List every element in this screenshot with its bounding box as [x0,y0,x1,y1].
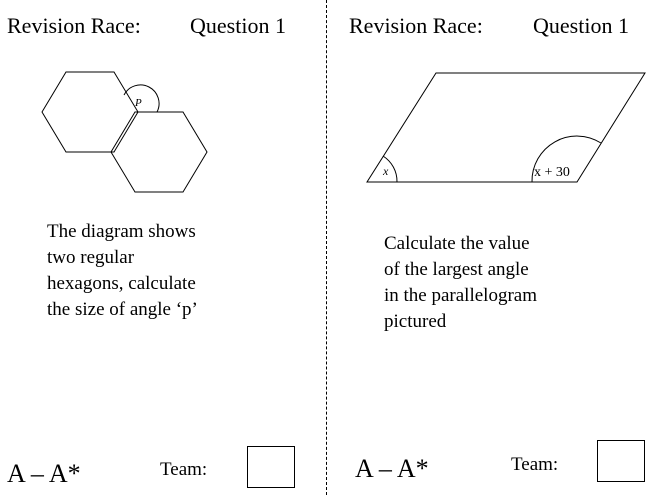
right-grade-label: A – A* [355,454,429,483]
right-team-label: Team: [511,454,559,475]
angle-x30-label: x + 30 [534,165,570,180]
right-question-text: Calculate the value of the largest angle in the parallelogram pictured [384,233,537,332]
right-hexagon [111,112,207,192]
left-grade-label: A – A* [7,459,81,488]
angle-p-label: P [135,97,142,109]
angle-x-label: x [383,164,389,178]
left-title-label: Revision Race: [7,13,141,38]
parallelogram [367,73,645,182]
hexagons-diagram [0,0,326,210]
left-team-label: Team: [160,459,208,480]
left-question-number: Question 1 [190,13,286,38]
left-question-text: The diagram shows two regular hexagons, calculate the size of angle ‘p’ [47,221,198,320]
right-team-answer-box[interactable] [597,440,645,482]
left-hexagon [42,72,138,152]
right-question-number: Question 1 [533,13,629,38]
left-team-answer-box[interactable] [247,446,295,488]
parallelogram-diagram [327,0,664,210]
right-title-label: Revision Race: [349,13,483,38]
